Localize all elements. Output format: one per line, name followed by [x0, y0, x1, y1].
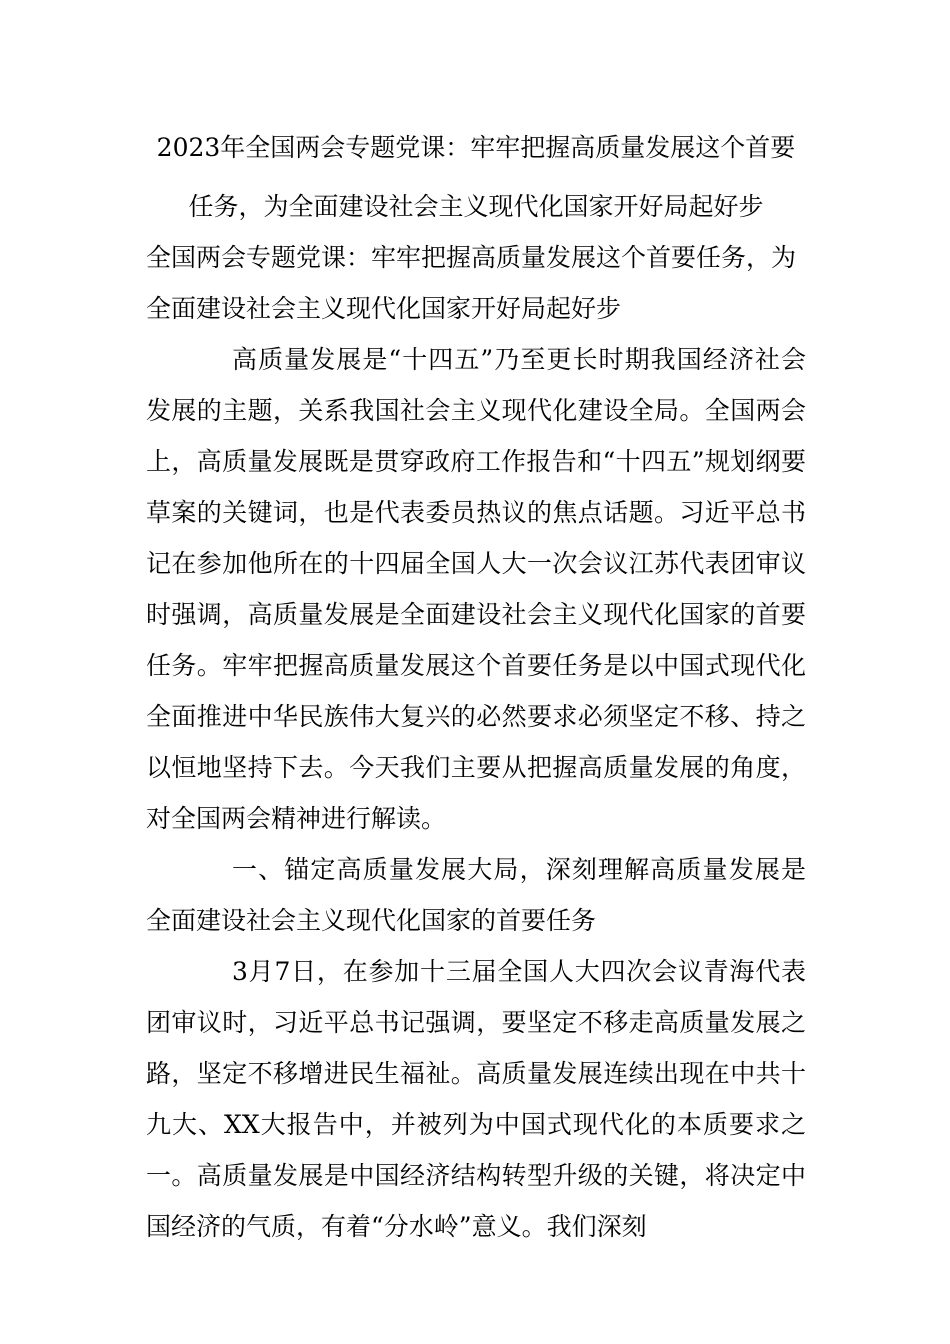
- document-title-line-1: 2023年全国两会专题党课：牢牢把握高质量发展这个首要: [156, 133, 796, 162]
- document-title-line-2: 任务，为全面建设社会主义现代化国家开好局起好步: [188, 192, 764, 221]
- paragraph-intro: 高质量发展是“十四五”乃至更长时期我国经济社会发展的主题，关系我国社会主义现代化建设全局。全国两会上，高质量发展既是贯穿政府工作报告和“十四五”规划纲要草案的关键词，也是代表委员热议的焦点话题。习近平总书记在参加他所在的十四届全国人大一次会议江苏代表团审议时强调，高质量发展是全面建设社会主义现代化国家的首要任务。牢牢把握高质量发展这个首要任务是以中国式现代化全面推进中华民族伟大复兴的必然要求必须坚定不移、持之以恒地坚持下去。今天我们主要从把握高质量发展的角度，对全国两会精神进行解读。: [146, 345, 806, 833]
- document-body: [146, 192, 806, 1252]
- document-subtitle: 全国两会专题党课：牢牢把握高质量发展这个首要任务，为全面建设社会主义现代化国家开好局起好步: [146, 243, 797, 323]
- section-heading-1: 一、锚定高质量发展大局，深刻理解高质量发展是全面建设社会主义现代化国家的首要任务: [146, 855, 806, 935]
- paragraph-section-1: 3月7日，在参加十三届全国人大四次会议青海代表团审议时，习近平总书记强调，要坚定不移走高质量发展之路，坚定不移增进民生福祉。高质量发展连续出现在中共十九大、XX大报告中，并被列为中国式现代化的本质要求之一。高质量发展是中国经济结构转型升级的关键，将决定中国经济的气质，有着“分水岭”意义。我们深刻: [146, 957, 806, 1241]
